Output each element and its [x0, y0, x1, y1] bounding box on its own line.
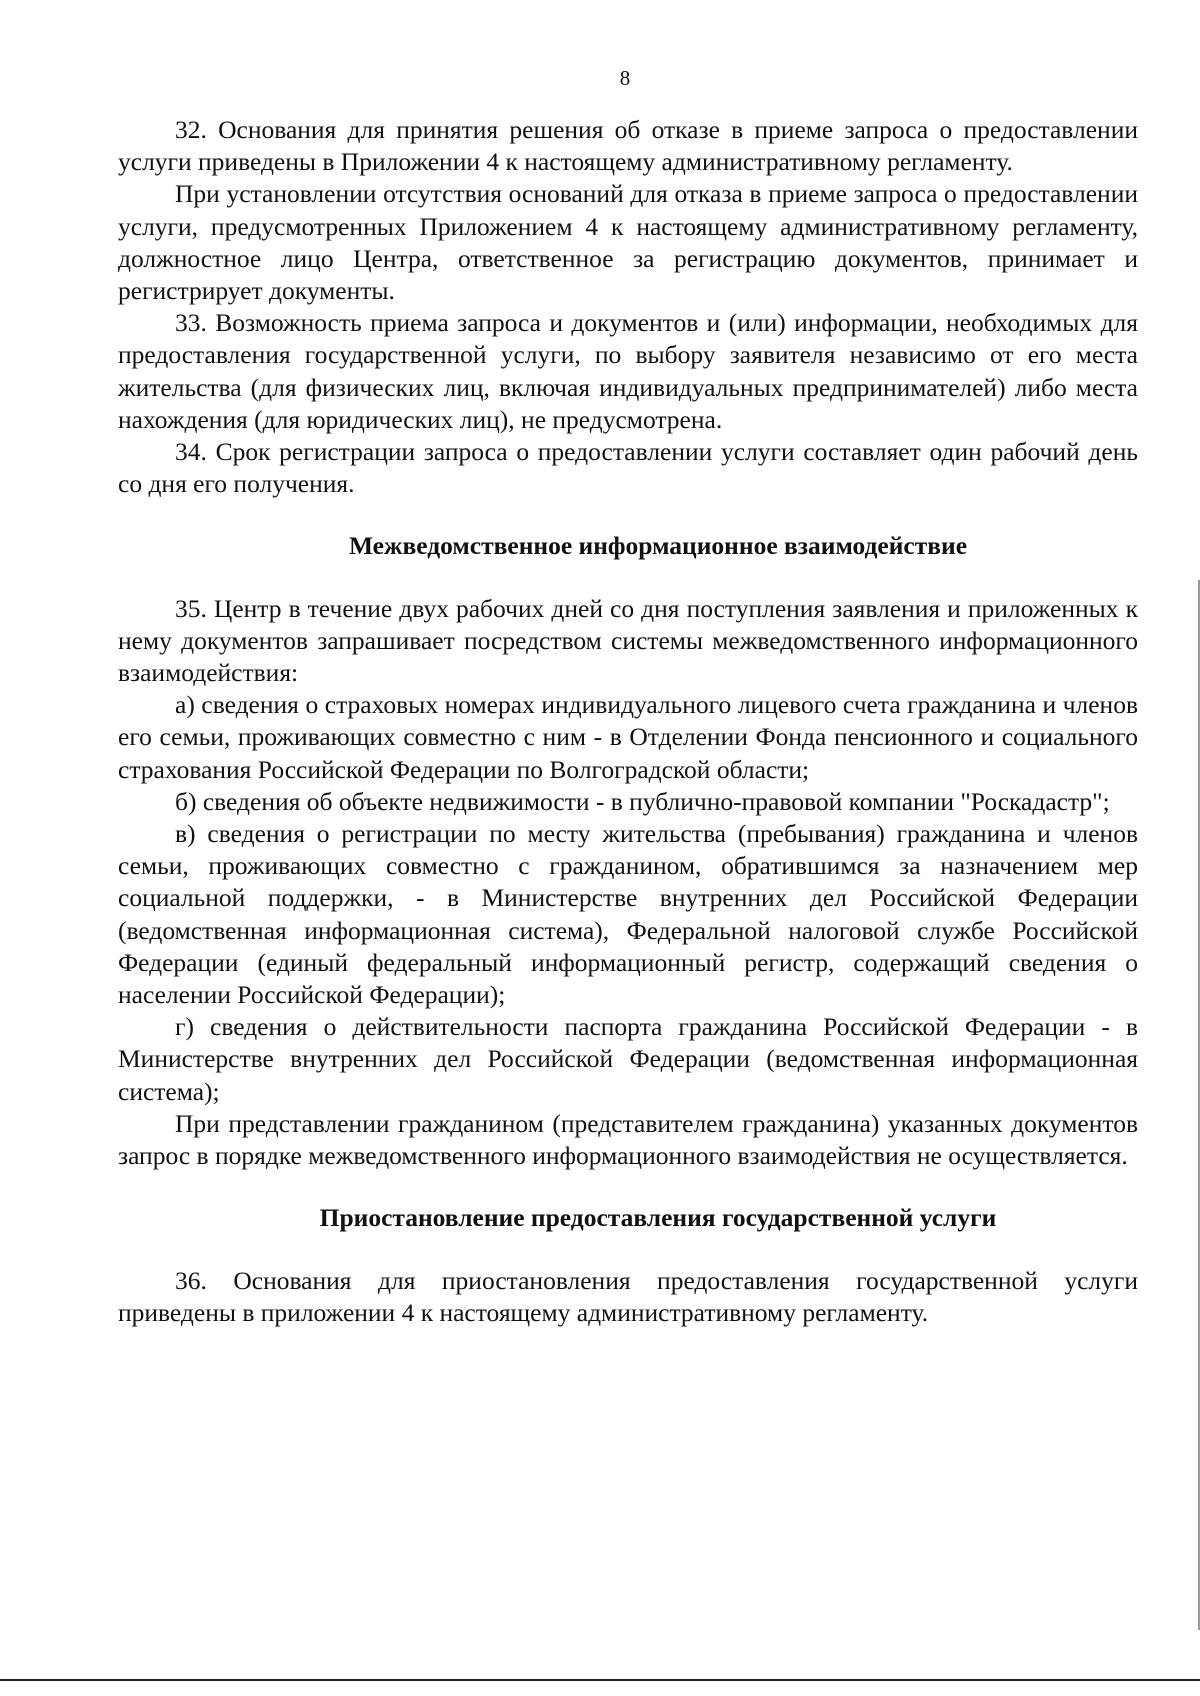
document-body [118, 114, 1138, 1329]
paragraph-35-item-v: в) сведения о регистрации по месту жительства (пребывания) гражданина и членов семьи, проживающих совместно с гражданином, обратившимся за назначением мер социальной поддержки, - в Министерстве внутренних дел Российской Федерации (ведомственная информационная система), Федеральной налоговой службе Российской Федерации (единый федеральный информационный регистр, содержащий сведения о населении Российской Федерации); [118, 819, 1138, 1010]
paragraph-33: 33. Возможность приема запроса и документов и (или) информации, необходимых для предоставления государственной услуги, по выбору заявителя независимо от его места жительства (для физических лиц, включая индивидуальных предпринимателей) либо места нахождения (для юридических лиц), не предусмотрена. [118, 308, 1138, 434]
paragraph-32-continuation: При установлении отсутствия оснований для отказа в приеме запроса о предоставлении услуги, предусмотренных Приложением 4 к настоящему административному регламенту, должностное лицо Центра, ответственное за регистрацию документов, принимает и регистрирует документы. [118, 179, 1138, 306]
spacer [118, 1235, 1138, 1265]
paragraph-32: 32. Основания для принятия решения об отказе в приеме запроса о предоставлении услуги приведены в Приложении 4 к настоящему административному регламенту. [118, 115, 1138, 177]
paragraph-34: 34. Срок регистрации запроса о предоставлении услуги составляет один рабочий день со дня его получения. [118, 437, 1138, 499]
spacer [118, 1172, 1138, 1202]
page-number: 8 [619, 66, 631, 90]
paragraph-35-note: При представлении гражданином (представителем гражданина) указанных документов запрос в порядке межведомственного информационного взаимодействия не осуществляется. [118, 1108, 1138, 1171]
spacer [118, 500, 1138, 530]
paragraph-35: 35. Центр в течение двух рабочих дней со дня поступления заявления и приложенных к нему документов запрашивает посредством системы межведомственного информационного взаимодействия: [118, 593, 1138, 688]
paragraph-35-item-b: б) сведения об объекте недвижимости - в публично-правовой компании "Роскадастр"; [175, 786, 1110, 816]
paragraph-36: 36. Основания для приостановления предоставления государственной услуги приведены в приложении 4 к настоящему административному регламенту. [118, 1265, 1138, 1327]
section-heading-suspension: Приостановление предоставления государственной услуги [319, 1203, 997, 1233]
spacer [118, 563, 1138, 593]
paragraph-35-item-a: а) сведения о страховых номерах индивидуального лицевого счета гражданина и членов его семьи, проживающих совместно с ним - в Отделении Фонда пенсионного и социального страхования Российской Федерации по Волгоградской области; [118, 690, 1138, 784]
section-heading-interagency: Межведомственное информационное взаимодействие [348, 531, 968, 561]
paragraph-35-item-g: г) сведения о действительности паспорта гражданина Российской Федерации - в Министерстве внутренних дел Российской Федерации (ведомственная информационная система); [118, 1012, 1138, 1106]
bottom-rule [0, 1679, 1200, 1681]
